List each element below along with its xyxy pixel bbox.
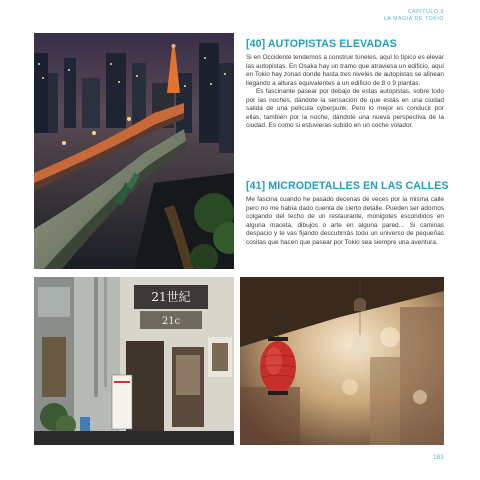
elevated-highway-night-photo	[34, 33, 234, 269]
page-number: 183	[433, 455, 444, 461]
article-microdetalles	[246, 180, 449, 247]
red-lantern-photo	[240, 277, 444, 445]
shop-sign-text: 21世紀	[151, 290, 191, 304]
paragraph-40-1: Si en Occidente tendemos a construir túneles, aquí lo típico es elevar las autopistas. En Osaka hay un tramo que atraviesa un edificio, aquí en Tokio hay zonas donde hasta tres niveles de autopistas se alinean llegando a alturas equivalentes a un edificio de 8 o 9 plantas.	[246, 54, 444, 87]
section-title-40: [40] AUTOPISTAS ELEVADAS	[246, 38, 397, 50]
shop-sign-number: 21c	[161, 316, 181, 327]
chapter-title: LA MAGIA DE TOKIO	[383, 16, 444, 22]
chapter-number: CAPÍTULO 9	[407, 9, 444, 15]
article-autopistas-elevadas	[246, 38, 444, 131]
paragraph-40-2: Es fascinante pasear por debajo de estas autopistas, sobre todo por las noches, dándote la sensación de que estás en una ciudad salida de una película cyberpunk. Pero lo mejor es conducir por ellas, también por la noche, dándote una nueva perspectiva de la ciudad. Es como si estuvieras subido en un coche volador.	[246, 88, 444, 130]
paragraph-41-1: Me fascina cuando he pasado decenas de veces por la misma calle pero no me había dado cuenta de cierto detalle. Pueden ser adornos colgando del techo de un restaurante, monigotes escondidos en alguna maceta, dibujos o arte en alguna pared… Si caminas despacio y te vas fijando descubrirás todo un universo de pequeñas cositas que hacen que pasear por Tokio sea siempre una aventura.	[246, 196, 444, 246]
section-title-41: [41] MICRODETALLES EN LAS CALLES	[246, 180, 449, 192]
chapter-header	[384, 9, 444, 23]
restaurant-facade-photo	[34, 277, 234, 445]
